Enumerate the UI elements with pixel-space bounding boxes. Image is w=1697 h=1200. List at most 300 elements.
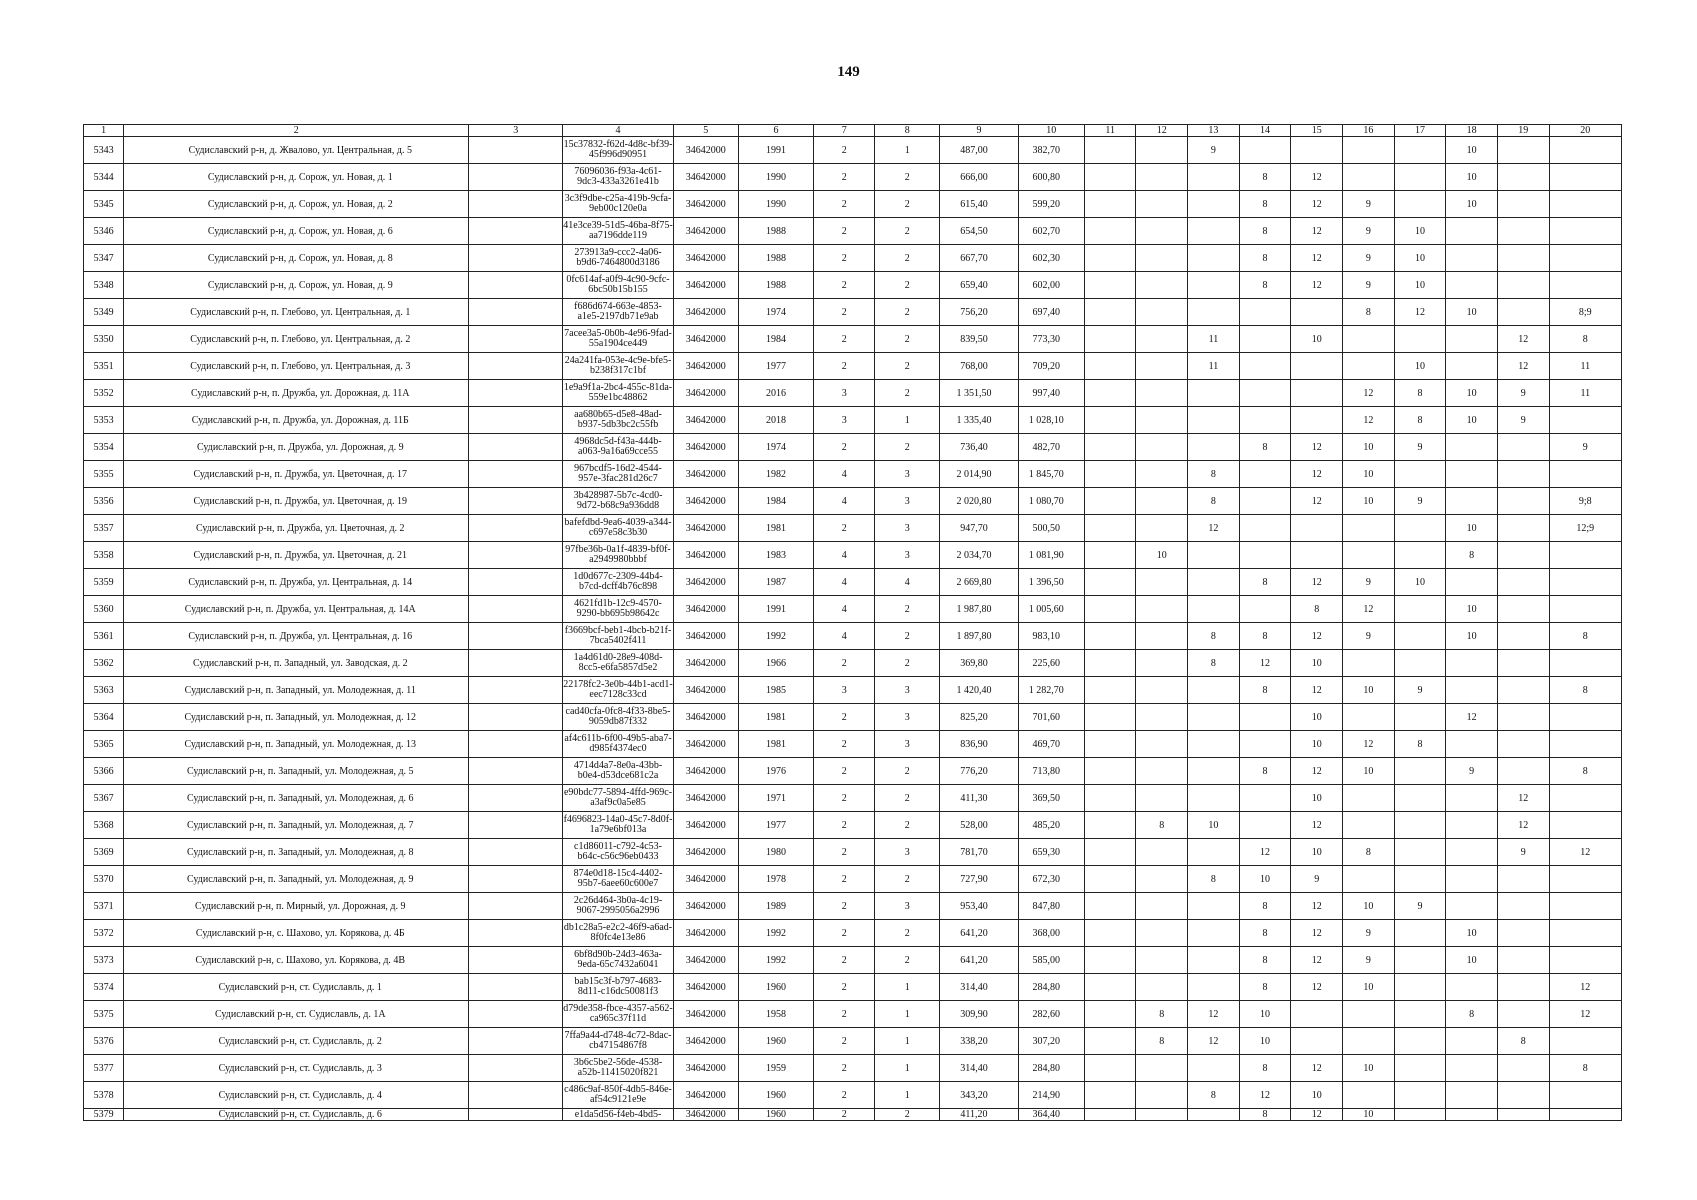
cell	[1446, 272, 1498, 299]
cell	[1188, 569, 1240, 596]
cell: 8	[1343, 839, 1395, 866]
cell: 10	[1343, 461, 1395, 488]
cell	[1188, 677, 1240, 704]
row-number-cell: 5371	[84, 893, 124, 920]
cell: 9	[1343, 272, 1395, 299]
cell	[1239, 326, 1291, 353]
cell: 2	[814, 434, 875, 461]
cell	[1497, 731, 1549, 758]
oktmo-cell: 34642000	[673, 380, 738, 407]
cell	[1084, 1001, 1136, 1028]
guid-cell: e1da5d56-f4eb-4bd5-	[563, 1109, 674, 1121]
year-cell: 1960	[738, 1082, 813, 1109]
cell	[1136, 164, 1188, 191]
cell	[1239, 785, 1291, 812]
row-number-cell: 5362	[84, 650, 124, 677]
address-cell: Судиславский р-н, ст. Судиславль, д. 1А	[124, 1001, 469, 1028]
year-cell: 1992	[738, 947, 813, 974]
cell	[1188, 920, 1240, 947]
table-row	[84, 353, 1622, 380]
cell: 2	[814, 1109, 875, 1121]
oktmo-cell: 34642000	[673, 839, 738, 866]
year-cell: 1984	[738, 488, 813, 515]
cell	[1136, 272, 1188, 299]
cell	[469, 542, 563, 569]
cell: 10	[1343, 434, 1395, 461]
area-cell: 666,00	[940, 164, 1019, 191]
oktmo-cell: 34642000	[673, 407, 738, 434]
cell	[1136, 380, 1188, 407]
cell	[1446, 245, 1498, 272]
cell	[1343, 164, 1395, 191]
year-cell: 1981	[738, 704, 813, 731]
cell	[1136, 947, 1188, 974]
area-cell: 641,20	[940, 947, 1019, 974]
cell	[469, 299, 563, 326]
cell	[1394, 866, 1446, 893]
area-cell: 701,60	[1018, 704, 1084, 731]
table-row	[84, 1055, 1622, 1082]
year-cell: 1991	[738, 596, 813, 623]
cell: 2	[875, 920, 940, 947]
cell: 12	[1188, 515, 1240, 542]
area-cell: 482,70	[1018, 434, 1084, 461]
year-cell: 1988	[738, 245, 813, 272]
cell: 10	[1343, 677, 1395, 704]
area-cell: 667,70	[940, 245, 1019, 272]
cell	[1136, 1109, 1188, 1121]
cell: 12	[1239, 650, 1291, 677]
cell	[1084, 623, 1136, 650]
cell	[1084, 164, 1136, 191]
area-cell: 736,40	[940, 434, 1019, 461]
oktmo-cell: 34642000	[673, 1109, 738, 1121]
table-row	[84, 137, 1622, 164]
cell: 10	[1291, 704, 1343, 731]
table-row	[84, 650, 1622, 677]
area-cell: 1 897,80	[940, 623, 1019, 650]
cell	[469, 380, 563, 407]
cell	[1291, 407, 1343, 434]
cell	[1549, 866, 1621, 893]
area-cell: 487,00	[940, 137, 1019, 164]
area-cell: 659,30	[1018, 839, 1084, 866]
area-cell: 369,80	[940, 650, 1019, 677]
cell	[1497, 542, 1549, 569]
cell: 12	[1291, 461, 1343, 488]
year-cell: 1977	[738, 812, 813, 839]
cell	[1549, 947, 1621, 974]
cell: 12;9	[1549, 515, 1621, 542]
row-number-cell: 5348	[84, 272, 124, 299]
guid-cell: 874e0d18-15c4-4402-95b7-6aee60c600e7	[563, 866, 674, 893]
column-header: 18	[1446, 125, 1498, 137]
area-cell: 585,00	[1018, 947, 1084, 974]
address-cell: Судиславский р-н, ст. Судиславль, д. 1	[124, 974, 469, 1001]
cell: 9	[1291, 866, 1343, 893]
cell	[1084, 650, 1136, 677]
row-number-cell: 5361	[84, 623, 124, 650]
year-cell: 1990	[738, 164, 813, 191]
cell: 8	[1239, 245, 1291, 272]
cell: 10	[1446, 920, 1498, 947]
cell: 2	[814, 704, 875, 731]
area-cell: 1 282,70	[1018, 677, 1084, 704]
cell	[1188, 893, 1240, 920]
cell	[469, 164, 563, 191]
cell	[1239, 596, 1291, 623]
cell: 2	[814, 1028, 875, 1055]
guid-cell: aa680b65-d5e8-48ad-b937-5db3bc2c55fb	[563, 407, 674, 434]
cell	[1549, 461, 1621, 488]
cell	[1136, 137, 1188, 164]
cell: 1	[875, 407, 940, 434]
oktmo-cell: 34642000	[673, 623, 738, 650]
cell	[469, 488, 563, 515]
cell	[1239, 137, 1291, 164]
cell: 8	[1188, 461, 1240, 488]
year-cell: 1988	[738, 218, 813, 245]
oktmo-cell: 34642000	[673, 731, 738, 758]
row-number-cell: 5369	[84, 839, 124, 866]
cell: 8	[1291, 596, 1343, 623]
cell	[469, 434, 563, 461]
column-header: 15	[1291, 125, 1343, 137]
cell	[1497, 974, 1549, 1001]
row-number-cell: 5350	[84, 326, 124, 353]
cell	[1549, 704, 1621, 731]
cell	[1084, 974, 1136, 1001]
cell	[469, 812, 563, 839]
cell	[1549, 785, 1621, 812]
cell: 3	[875, 704, 940, 731]
area-cell: 615,40	[940, 191, 1019, 218]
cell	[469, 731, 563, 758]
cell: 2	[875, 596, 940, 623]
area-cell: 1 420,40	[940, 677, 1019, 704]
cell	[1188, 1055, 1240, 1082]
cell	[1343, 1028, 1395, 1055]
cell: 8	[1239, 191, 1291, 218]
cell: 2	[814, 1055, 875, 1082]
cell	[1343, 353, 1395, 380]
cell: 10	[1343, 758, 1395, 785]
cell: 10	[1343, 488, 1395, 515]
cell	[1497, 569, 1549, 596]
table-row	[84, 866, 1622, 893]
cell: 2	[814, 515, 875, 542]
area-cell: 284,80	[1018, 1055, 1084, 1082]
area-cell: 768,00	[940, 353, 1019, 380]
table-row	[84, 1001, 1622, 1028]
cell	[1084, 542, 1136, 569]
cell: 9	[1343, 623, 1395, 650]
cell	[1084, 434, 1136, 461]
guid-cell: 6bf8d90b-24d3-463a-9eda-65c7432a6041	[563, 947, 674, 974]
cell	[1188, 731, 1240, 758]
cell	[469, 1055, 563, 1082]
guid-cell: 1e9a9f1a-2bc4-455c-81da-559e1bc48862	[563, 380, 674, 407]
cell	[1084, 839, 1136, 866]
cell: 3	[875, 515, 940, 542]
cell: 2	[814, 785, 875, 812]
cell: 10	[1446, 407, 1498, 434]
cell	[469, 407, 563, 434]
cell	[469, 272, 563, 299]
cell	[1446, 974, 1498, 1001]
cell: 10	[1291, 785, 1343, 812]
cell	[1136, 488, 1188, 515]
area-cell: 307,20	[1018, 1028, 1084, 1055]
area-cell: 369,50	[1018, 785, 1084, 812]
address-cell: Судиславский р-н, п. Дружба, ул. Цветочная, д. 19	[124, 488, 469, 515]
cell: 8	[1239, 677, 1291, 704]
row-number-cell: 5356	[84, 488, 124, 515]
year-cell: 2018	[738, 407, 813, 434]
table-row	[84, 704, 1622, 731]
cell	[1497, 137, 1549, 164]
cell: 9	[1394, 893, 1446, 920]
oktmo-cell: 34642000	[673, 866, 738, 893]
cell	[1394, 326, 1446, 353]
cell	[1497, 1109, 1549, 1121]
oktmo-cell: 34642000	[673, 299, 738, 326]
cell: 4	[814, 623, 875, 650]
guid-cell: 7acee3a5-0b0b-4e96-9fad-55a1904ce449	[563, 326, 674, 353]
cell	[1188, 434, 1240, 461]
cell	[1084, 1055, 1136, 1082]
cell: 8	[1549, 758, 1621, 785]
cell	[1136, 596, 1188, 623]
guid-cell: f686d674-663e-4853-a1e5-2197db71e9ab	[563, 299, 674, 326]
cell	[1446, 812, 1498, 839]
cell: 9	[1394, 677, 1446, 704]
cell	[1188, 380, 1240, 407]
year-cell: 1974	[738, 299, 813, 326]
cell	[1446, 353, 1498, 380]
guid-cell: cad40cfa-0fc8-4f33-8be5-9059db87f332	[563, 704, 674, 731]
row-number-cell: 5357	[84, 515, 124, 542]
cell: 3	[875, 731, 940, 758]
cell	[1084, 488, 1136, 515]
cell	[1239, 380, 1291, 407]
cell: 8	[1239, 569, 1291, 596]
cell	[1239, 461, 1291, 488]
cell: 12	[1446, 704, 1498, 731]
cell: 2	[814, 1001, 875, 1028]
cell: 2	[814, 299, 875, 326]
area-cell: 1 081,90	[1018, 542, 1084, 569]
table-row	[84, 947, 1622, 974]
cell	[1188, 785, 1240, 812]
table-row	[84, 812, 1622, 839]
table-row	[84, 839, 1622, 866]
cell	[469, 839, 563, 866]
cell: 8	[1239, 623, 1291, 650]
cell: 10	[1394, 272, 1446, 299]
cell: 10	[1446, 137, 1498, 164]
cell	[1343, 137, 1395, 164]
cell: 10	[1291, 650, 1343, 677]
row-number-cell: 5344	[84, 164, 124, 191]
cell	[1084, 380, 1136, 407]
cell	[1136, 866, 1188, 893]
oktmo-cell: 34642000	[673, 353, 738, 380]
column-header: 10	[1018, 125, 1084, 137]
cell	[1136, 434, 1188, 461]
row-number-cell: 5377	[84, 1055, 124, 1082]
oktmo-cell: 34642000	[673, 812, 738, 839]
cell	[1188, 947, 1240, 974]
cell	[1497, 650, 1549, 677]
cell: 10	[1343, 974, 1395, 1001]
cell: 12	[1291, 164, 1343, 191]
address-cell: Судиславский р-н, п. Мирный, ул. Дорожная, д. 9	[124, 893, 469, 920]
area-cell: 485,20	[1018, 812, 1084, 839]
address-cell: Судиславский р-н, с. Шахово, ул. Корякова, д. 4В	[124, 947, 469, 974]
cell: 10	[1446, 299, 1498, 326]
cell: 2	[814, 326, 875, 353]
table-row	[84, 191, 1622, 218]
cell: 2	[814, 866, 875, 893]
cell: 2	[875, 866, 940, 893]
cell	[1549, 1082, 1621, 1109]
cell: 3	[875, 461, 940, 488]
guid-cell: 4968dc5d-f43a-444b-a063-9a16a69cce55	[563, 434, 674, 461]
cell	[1394, 191, 1446, 218]
cell	[1446, 569, 1498, 596]
row-number-cell: 5346	[84, 218, 124, 245]
guid-cell: f3669bcf-beb1-4bcb-b21f-7bca5402f411	[563, 623, 674, 650]
cell: 10	[1291, 839, 1343, 866]
cell	[1084, 785, 1136, 812]
guid-cell: 7ffa9a44-d748-4c72-8dac-cb47154867f8	[563, 1028, 674, 1055]
column-header: 4	[563, 125, 674, 137]
address-cell: Судиславский р-н, д. Сорож, ул. Новая, д. 2	[124, 191, 469, 218]
cell	[1136, 299, 1188, 326]
cell: 2	[875, 623, 940, 650]
address-cell: Судиславский р-н, ст. Судиславль, д. 4	[124, 1082, 469, 1109]
cell: 8	[1188, 623, 1240, 650]
guid-cell: 967bcdf5-16d2-4544-957e-3fac281d26c7	[563, 461, 674, 488]
guid-cell: e90bdc77-5894-4ffd-969c-a3af9c0a5e85	[563, 785, 674, 812]
area-cell: 1 845,70	[1018, 461, 1084, 488]
row-number-cell: 5375	[84, 1001, 124, 1028]
area-cell: 225,60	[1018, 650, 1084, 677]
table-row	[84, 1109, 1622, 1121]
cell	[1394, 920, 1446, 947]
cell: 8	[1446, 542, 1498, 569]
column-header: 13	[1188, 125, 1240, 137]
cell	[1446, 785, 1498, 812]
cell	[1549, 812, 1621, 839]
cell	[1497, 1001, 1549, 1028]
column-header: 20	[1549, 125, 1621, 137]
table-row	[84, 1082, 1622, 1109]
oktmo-cell: 34642000	[673, 272, 738, 299]
cell	[469, 758, 563, 785]
cell	[469, 785, 563, 812]
cell	[1497, 866, 1549, 893]
cell: 11	[1549, 353, 1621, 380]
year-cell: 1990	[738, 191, 813, 218]
cell: 10	[1394, 569, 1446, 596]
guid-cell: 273913a9-ccc2-4a06-b9d6-7464800d3186	[563, 245, 674, 272]
cell: 8	[1239, 218, 1291, 245]
cell	[1549, 920, 1621, 947]
row-number-cell: 5366	[84, 758, 124, 785]
area-cell: 282,60	[1018, 1001, 1084, 1028]
cell: 10	[1446, 380, 1498, 407]
column-header: 9	[940, 125, 1019, 137]
area-cell: 1 005,60	[1018, 596, 1084, 623]
cell	[1497, 218, 1549, 245]
row-number-cell: 5347	[84, 245, 124, 272]
cell: 10	[1394, 245, 1446, 272]
cell	[1188, 839, 1240, 866]
guid-cell: bafefdbd-9ea6-4039-a344-c697e58c3b30	[563, 515, 674, 542]
cell: 2	[814, 947, 875, 974]
cell	[1239, 542, 1291, 569]
column-header: 11	[1084, 125, 1136, 137]
cell	[1343, 515, 1395, 542]
cell	[1188, 407, 1240, 434]
cell	[469, 920, 563, 947]
cell: 8	[1136, 1001, 1188, 1028]
cell	[1136, 731, 1188, 758]
cell	[1084, 758, 1136, 785]
cell	[1446, 434, 1498, 461]
cell: 8	[1239, 758, 1291, 785]
cell: 2	[875, 380, 940, 407]
cell	[1188, 299, 1240, 326]
row-number-cell: 5368	[84, 812, 124, 839]
cell: 8	[1136, 812, 1188, 839]
cell	[1084, 920, 1136, 947]
oktmo-cell: 34642000	[673, 650, 738, 677]
cell: 10	[1446, 515, 1498, 542]
address-cell: Судиславский р-н, ст. Судиславль, д. 2	[124, 1028, 469, 1055]
column-header: 14	[1239, 125, 1291, 137]
cell: 8	[1239, 434, 1291, 461]
area-cell: 2 020,80	[940, 488, 1019, 515]
cell: 12	[1343, 380, 1395, 407]
cell	[1291, 542, 1343, 569]
cell	[1136, 704, 1188, 731]
year-cell: 1992	[738, 623, 813, 650]
cell: 9;8	[1549, 488, 1621, 515]
cell: 3	[875, 488, 940, 515]
address-cell: Судиславский р-н, п. Дружба, ул. Дорожная, д. 9	[124, 434, 469, 461]
cell	[1446, 218, 1498, 245]
cell: 2	[814, 1082, 875, 1109]
cell	[1394, 704, 1446, 731]
address-cell: Судиславский р-н, п. Дружба, ул. Дорожная, д. 11А	[124, 380, 469, 407]
cell: 12	[1291, 677, 1343, 704]
cell	[1239, 731, 1291, 758]
address-cell: Судиславский р-н, п. Западный, ул. Заводская, д. 2	[124, 650, 469, 677]
cell: 9	[1497, 839, 1549, 866]
cell	[469, 353, 563, 380]
cell: 9	[1343, 191, 1395, 218]
cell	[469, 974, 563, 1001]
cell	[1446, 326, 1498, 353]
oktmo-cell: 34642000	[673, 1001, 738, 1028]
cell	[1394, 596, 1446, 623]
cell	[1497, 920, 1549, 947]
area-cell: 1 028,10	[1018, 407, 1084, 434]
column-header: 3	[469, 125, 563, 137]
